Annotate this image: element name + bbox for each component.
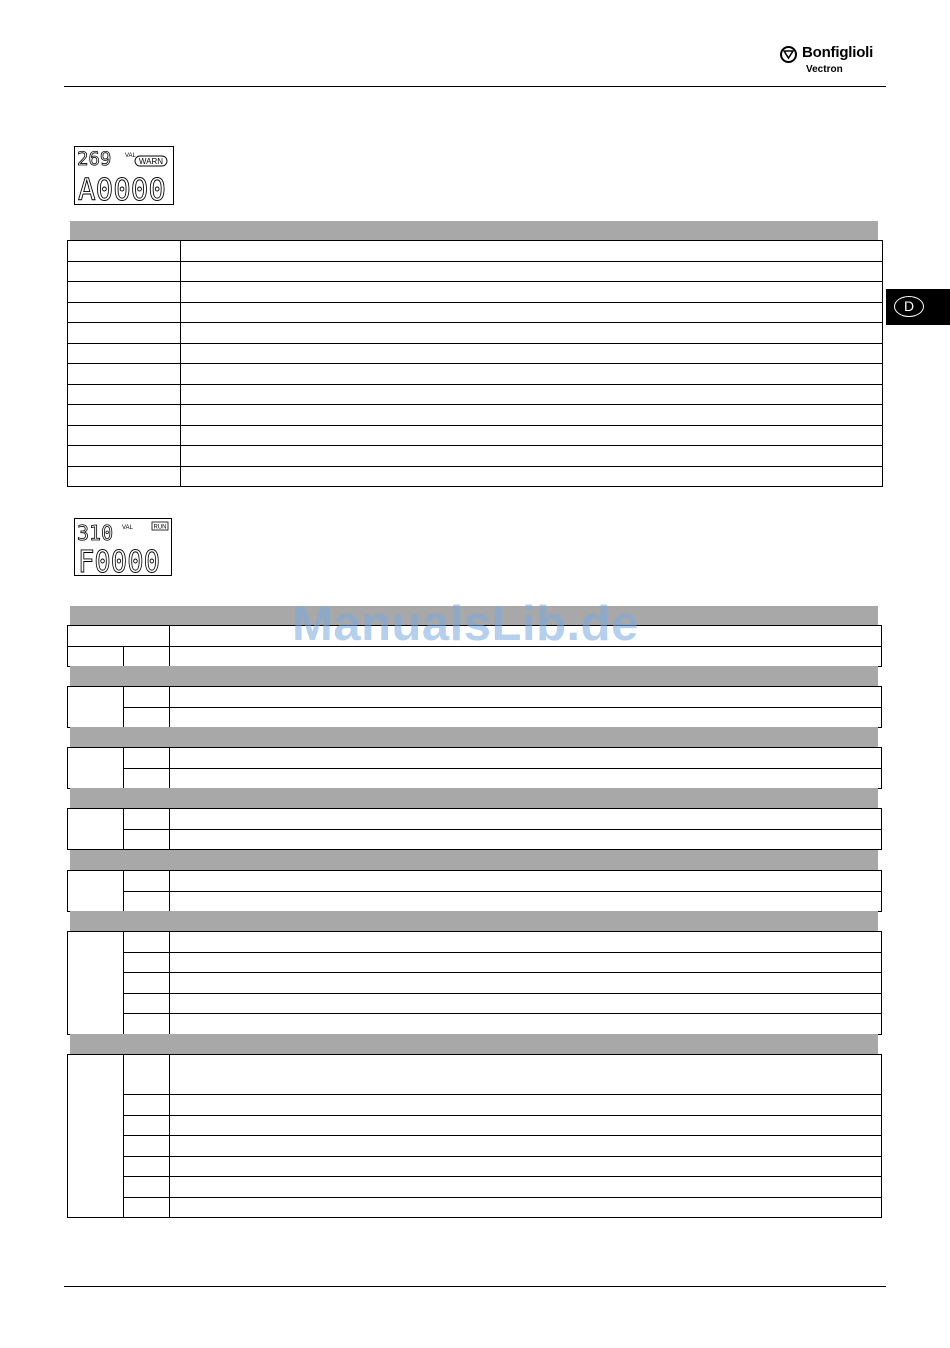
table-cell	[170, 1156, 882, 1177]
table-cell	[170, 768, 882, 789]
table-row	[68, 809, 882, 830]
table-cell	[68, 241, 181, 262]
table-cell	[170, 1197, 882, 1218]
table-row	[68, 446, 883, 467]
lcd-parameter-number: 269	[77, 148, 112, 170]
table-cell	[124, 768, 170, 789]
table-cell	[170, 932, 882, 953]
table-cell	[68, 282, 181, 303]
table-cell	[170, 687, 882, 708]
fault-group-table	[67, 808, 882, 850]
table-cell	[68, 261, 181, 282]
table-row	[68, 687, 882, 708]
table-cell	[124, 646, 170, 667]
table-cell	[181, 241, 883, 262]
table-cell	[68, 466, 181, 487]
table-cell	[170, 993, 882, 1014]
table-cell	[68, 1055, 124, 1218]
table-row	[68, 343, 883, 364]
table-row	[68, 1014, 882, 1035]
table-cell	[170, 707, 882, 728]
table-cell	[68, 626, 170, 647]
table-cell	[181, 261, 883, 282]
bonfiglioli-logo-icon	[780, 46, 797, 63]
lcd-value: F0000	[78, 545, 160, 575]
table-row	[68, 1177, 882, 1198]
table-row	[68, 261, 883, 282]
table-1-header-band	[70, 221, 878, 241]
table-cell	[170, 1177, 882, 1198]
table-cell	[170, 952, 882, 973]
table-row	[68, 1197, 882, 1218]
table-cell	[124, 871, 170, 892]
table-cell	[68, 748, 124, 789]
table-row	[68, 384, 883, 405]
table-cell	[181, 343, 883, 364]
fault-group-table	[67, 870, 882, 912]
table-row	[68, 707, 882, 728]
table-row	[68, 364, 883, 385]
table-cell	[181, 466, 883, 487]
logo-subtitle: Vectron	[806, 64, 843, 75]
table-row	[68, 748, 882, 769]
table-cell	[68, 871, 124, 912]
table-cell	[170, 829, 882, 850]
lcd-val-label: VAL	[125, 153, 136, 159]
table-cell	[124, 973, 170, 994]
table-row	[68, 891, 882, 912]
table-cell	[170, 1115, 882, 1136]
fault-group-table	[67, 1054, 882, 1218]
table-cell	[124, 993, 170, 1014]
table-row	[68, 241, 883, 262]
table-row	[68, 768, 882, 789]
fault-group-table	[67, 686, 882, 728]
table-row	[68, 1095, 882, 1116]
table-row	[68, 425, 883, 446]
table-row	[68, 1055, 882, 1095]
table-cell	[170, 809, 882, 830]
table-row	[68, 1156, 882, 1177]
table-cell	[124, 891, 170, 912]
table-cell	[124, 1156, 170, 1177]
table-cell	[68, 646, 124, 667]
brand-logo	[780, 44, 890, 78]
table-cell	[181, 282, 883, 303]
table-cell	[124, 1095, 170, 1116]
table-row	[68, 973, 882, 994]
table-cell	[68, 302, 181, 323]
fault-group-table	[67, 931, 882, 1035]
table-cell	[68, 425, 181, 446]
table-row	[68, 1115, 882, 1136]
table-cell	[170, 1095, 882, 1116]
table-cell	[170, 1055, 882, 1095]
table-cell	[124, 1014, 170, 1035]
header-rule	[64, 86, 886, 87]
fault-group-table	[67, 747, 882, 789]
table-cell	[124, 952, 170, 973]
table-row	[68, 932, 882, 953]
lcd-status-label: WARN	[138, 157, 164, 166]
table-cell	[68, 446, 181, 467]
table-cell	[124, 809, 170, 830]
table-cell	[124, 707, 170, 728]
table-row	[68, 466, 883, 487]
table-row	[68, 1136, 882, 1157]
group-band	[70, 850, 878, 871]
footer-rule	[64, 1286, 886, 1287]
watermark-text: ManualsLib.de	[292, 597, 639, 651]
table-cell	[170, 891, 882, 912]
table-cell	[124, 1055, 170, 1095]
table-cell	[68, 932, 124, 1035]
table-cell	[124, 829, 170, 850]
table-cell	[181, 425, 883, 446]
lcd-value: A0000	[78, 173, 166, 204]
table-cell	[170, 1136, 882, 1157]
table-cell	[181, 323, 883, 344]
table-cell	[68, 364, 181, 385]
lcd-val-label: VAL	[122, 525, 133, 531]
language-tab	[886, 289, 950, 325]
table-row	[68, 993, 882, 1014]
table-cell	[124, 687, 170, 708]
table-cell	[68, 323, 181, 344]
group-band	[70, 911, 878, 932]
table-cell	[124, 1115, 170, 1136]
group-band	[70, 788, 878, 809]
table-cell	[181, 302, 883, 323]
table-cell	[170, 748, 882, 769]
lcd-parameter-number: 310	[77, 521, 114, 545]
table-cell	[68, 405, 181, 426]
table-row	[68, 405, 883, 426]
table-cell	[68, 687, 124, 728]
language-tab-label: D	[894, 296, 924, 317]
lcd-display-fault	[74, 518, 172, 576]
table-row	[68, 302, 883, 323]
table-row	[68, 871, 882, 892]
table-cell	[124, 1136, 170, 1157]
table-row	[68, 829, 882, 850]
table-cell	[170, 1014, 882, 1035]
table-cell	[68, 343, 181, 364]
table-cell	[124, 932, 170, 953]
table-cell	[124, 748, 170, 769]
logo-name: Bonfiglioli	[802, 44, 874, 61]
table-cell	[124, 1197, 170, 1218]
lcd-status-label: RUN	[153, 524, 167, 531]
table-cell	[68, 809, 124, 850]
table-cell	[181, 446, 883, 467]
table-row	[68, 323, 883, 344]
group-band	[70, 666, 878, 687]
table-cell	[170, 973, 882, 994]
lcd-display-warning	[74, 146, 174, 205]
table-cell	[181, 384, 883, 405]
table-row	[68, 282, 883, 303]
group-band	[70, 727, 878, 748]
table-cell	[181, 405, 883, 426]
table-cell	[181, 364, 883, 385]
warning-code-table	[67, 240, 883, 487]
group-band	[70, 1034, 878, 1055]
table-cell	[68, 384, 181, 405]
table-row	[68, 952, 882, 973]
table-cell	[170, 871, 882, 892]
table-cell	[124, 1177, 170, 1198]
